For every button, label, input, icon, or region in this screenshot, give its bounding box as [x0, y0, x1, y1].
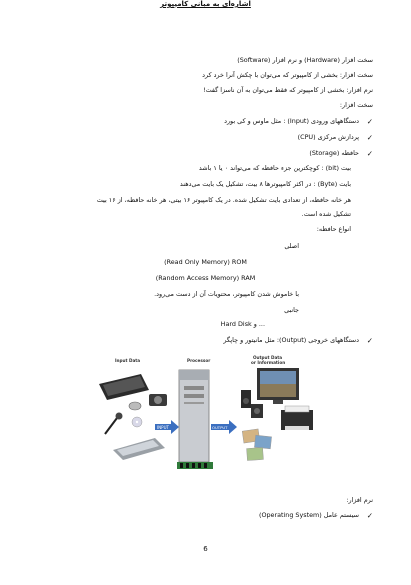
memory-types-heading: انواع حافظه:	[316, 225, 351, 233]
microphone-icon	[105, 413, 123, 435]
main-memory-label: اصلی	[284, 242, 299, 250]
rom-line: (Read Only Memory) ROM	[164, 258, 247, 266]
ram-line: (Random Access Memory) RAM	[155, 274, 256, 282]
check-icon: ✓	[366, 149, 373, 158]
memory-cell-line-2: تشکیل شده است.	[301, 210, 351, 218]
hw-sw-line: سخت افزار (Hardware) و نرم افزار (Software)	[237, 56, 373, 64]
hardware-heading: سخت افزار:	[339, 101, 373, 109]
software-heading: نرم افزار:	[346, 496, 373, 504]
input-devices-item: دستگاههای ورودی (Input) : مثل ماوس و کی بورد	[224, 117, 359, 125]
check-icon: ✓	[366, 117, 373, 126]
speaker-icon	[241, 390, 251, 408]
output-data-label: Output Data	[253, 355, 283, 360]
svg-text:INPUT: INPUT	[157, 425, 169, 430]
processor-label: Processor	[187, 358, 211, 363]
cpu-item: پردازش مرکزی (CPU)	[297, 133, 359, 141]
memory-module-icon	[177, 462, 213, 469]
output-devices-item: دستگاههای خروجی (Output): مثل مانیتور و چاپگر	[223, 336, 359, 344]
input-arrow-icon	[155, 420, 179, 434]
operating-system-item: سیستم عامل (Operating System)	[258, 511, 359, 519]
photo-prints-icon	[242, 429, 271, 461]
input-data-label: Input Data	[115, 358, 141, 363]
software-definition: نرم افزار: بخشی از کامپیوتر که فقط می‌توان به آن ناسزا گفت!	[203, 86, 373, 94]
harddisk-line: Hard Disk و ...	[220, 320, 265, 328]
volatile-note: با خاموش شدن کامپیوتر، محتویات آن از دست می‌رود.	[154, 290, 299, 298]
hardware-definition: سخت افزار: بخشی از کامپیوتر که می‌توان با چکش آنرا خرد کرد	[202, 71, 373, 79]
mouse-icon	[129, 402, 141, 410]
printer-icon	[281, 406, 313, 430]
byte-definition: بایت (Byte) : در اکثر کامپیوترها ۸ بیت، تشکیل یک بایت می‌دهند	[179, 180, 351, 188]
page-title: اشاره‌ای به مبانی کامپیوتر	[160, 0, 251, 8]
keyboard-icon	[99, 374, 149, 400]
output-arrow-icon	[211, 420, 237, 434]
secondary-memory-label: جانبی	[284, 306, 299, 314]
check-icon: ✓	[366, 336, 373, 345]
output-info-label: or Information	[251, 360, 286, 365]
scanner-icon	[113, 438, 165, 460]
cd-icon	[132, 417, 142, 427]
svg-text:OUTPUT: OUTPUT	[212, 425, 228, 430]
monitor-icon	[257, 368, 299, 404]
camera-icon	[149, 394, 167, 406]
page-number: 6	[203, 545, 208, 553]
computer-tower-icon	[179, 370, 209, 462]
check-icon: ✓	[366, 511, 373, 520]
check-icon: ✓	[366, 133, 373, 142]
memory-cell-line-1: هر خانه حافظه، از تعدادی بایت تشکیل شده. در یک کامپیوتر ۱۶ بیتی، هر خانه حافظه، از ۱۶ بیت	[96, 196, 351, 204]
storage-item: حافظه (Storage)	[309, 149, 359, 157]
speaker-icon	[251, 404, 263, 418]
bit-definition: بیت (bit) : کوچکترین جزء حافظه که می‌تواند ۰ یا ۱ باشد	[198, 164, 351, 172]
computer-io-illustration	[95, 354, 320, 479]
